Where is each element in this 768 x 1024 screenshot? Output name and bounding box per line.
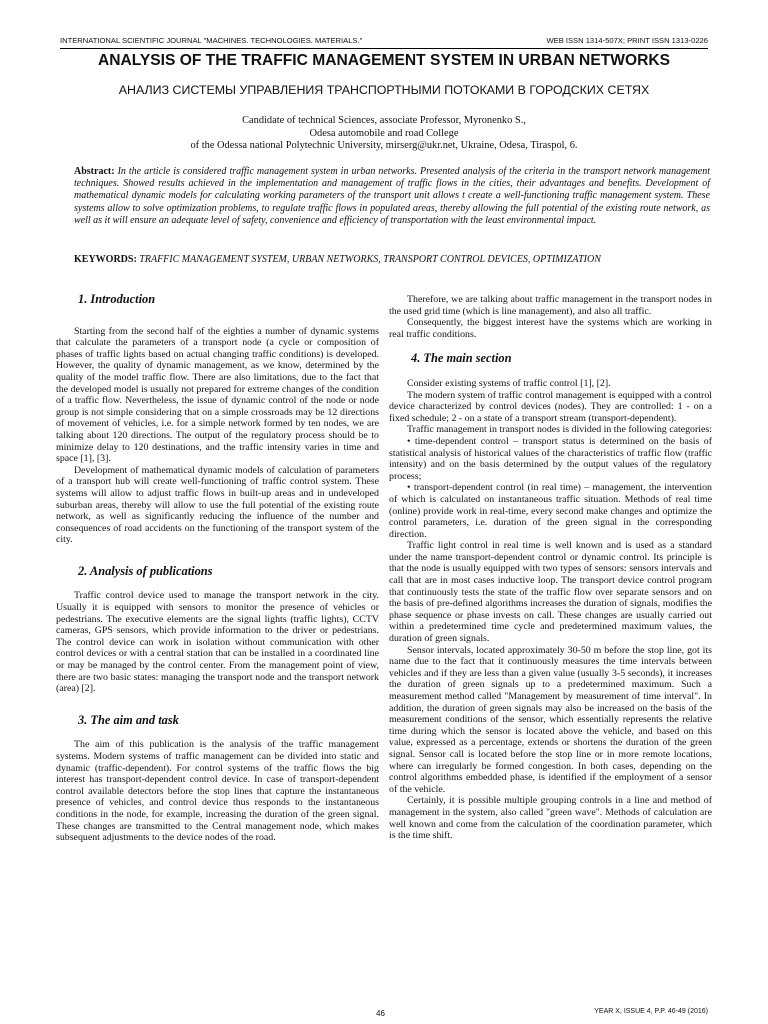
heading-aim: 3. The aim and task [78,712,179,727]
right-paragraph-2: Consequently, the biggest interest have the systems which are working in real traffic conditions. [389,317,712,340]
analysis-paragraph-1: Traffic control device used to manage the transport network in the city. Usually it is equipped with sensors to monitor the presence of vehicles or pedestrians. The executive elements are the signal lights (traffic lights), CCTV cameras, GPS sensors, which provide information to the driver or pedestrians. The control device can work in isolation without communication with other control devices or with a central station that can be installed in a coordinated line or may be managed by the control center. From the management point of view, there are two basic states: managing the transport node and the transport network (area) [2]. [56,590,379,695]
main-paragraph-6: Traffic light control in real time is well known and is used as a standard under the name transport-dependent control or dynamic control. Its principle is that the node is usually equipped with two types of sensors: sensors intervals and call that are in most cases inductive loop. The transport device control program that continuously tests the state of the traffic flow over separate sensors and on the basis of pre-defined algorithms increases the duration of signals, modifies the phase sequence or phase invests on call. These changes are usually carried out within a predetermined time cycle and predetermined maximum values, the duration of green signals. [389,540,712,645]
author-line-3: of the Odessa national Polytechnic University, mirserg@ukr.net, Ukraine, Odesa, Tiraspol, 6. [190,140,578,152]
keywords-label: KEYWORDS: [74,254,137,265]
main-paragraph-1: Consider existing systems of traffic control [1], [2]. [407,377,611,389]
journal-name: INTERNATIONAL SCIENTIFIC JOURNAL "MACHINES. TECHNOLOGIES. MATERIALS." [60,36,363,45]
author-block [60,115,708,153]
issn: WEB ISSN 1314-507X; PRINT ISSN 1313-0226 [546,36,708,45]
main-paragraph-4: • time-dependent control – transport status is determined on the basis of statistical analysis of historical values of the characteristics of traffic flow (traffic intensity) and on the basis determined by the output values of the regulatory process; [389,435,712,482]
main-paragraph-8: Certainly, it is possible multiple grouping controls in a line and method of management in the system, also called "green wave". Methods of calculation are well known and come from the calculation of the coordination parameter, which is the time shift. [389,795,712,842]
intro-paragraph-1: Starting from the second half of the eighties a number of dynamic systems that calculate the parameters of a transport node (a cycle or composition of phases of traffic lights based on actual changing traffic conditions) is developed. However, the quality of dynamic management, as we know, determined by the quality of the model traffic flow. There are also limitations, due to the fact that the developed model is usually not prepared for extreme changes of the condition of a traffic flow. Nevertheless, the issue of dynamic control of the node or node group is not simple considering that on a simple crossroads may be 12 directions of movement of vehicles, i.e. for a simple network formed by ten nodes, we are talking about 120 directions. The output of the regulatory process should be to minimize delay to 120 destinations, and the traffic intensity varies in time and space [1], [3]. [56,325,379,465]
author-line-1: Candidate of technical Sciences, associate Professor, Myronenko S., [242,115,526,126]
keywords [74,254,710,265]
heading-analysis: 2. Analysis of publications [78,563,213,578]
issue-info: YEAR X, ISSUE 4, P.P. 46-49 (2016) [594,1008,708,1015]
author-line-2: Odesa automobile and road College [309,127,459,139]
intro-paragraph-2: Development of mathematical dynamic models of calculation of parameters of a transport hub will create well-functioning of traffic control system. These systems will allow to adjust traffic flows in built-up areas and in undeveloped suburban areas, thereby will allow to use the full potential of the existing route network, as well as significantly reducing the influence of the number and consequences of road accidents on the functioning of the transport system of the city. [56,464,379,546]
aim-paragraph-1: The aim of this publication is the analysis of the traffic management systems. Modern systems of traffic management can be divided into static and dynamic (traffic-dependent). For control systems of the traffic flows the big interest has transport-dependent control device. In case of transport-dependent control available detectors before the stop lines that capture the instantaneous presence of vehicles, and control device thus responds to the instantaneous conditions in the node, for example, increasing the duration of the green signal. These changes are transmitted to the Central management node, which makes subsequent adjustments to the device nodes of the road. [56,739,379,844]
abstract-text: In the article is considered traffic management system in urban networks. Presented analysis of the criteria in the transport network management techniques. Showed results achieved in the implementation and management of traffic flows in the cities, their advantages and benefits. Development of mathematical dynamic models for calculating working parameters of the transport unit allows t create a well-functioning traffic management system. These systems allow to solve optimization problems, to regulate traffic flows in populated areas, thereby allowing the full potential of the existing route network, as well as it will ensure an adequate level of safety, convenience and efficiency of transportation with the least environmental impact. [74,166,711,226]
main-paragraph-7: Sensor intervals, located approximately 30-50 m before the stop line, got its name due to the fact that it continuously measures the time intervals between vehicles and if they are less than a given value (usually 3-5 seconds), it increases the duration of green signals up to a predetermined maximum. Such a measurement method called "Management by measurement of time interval". In addition, the duration of green signals may also be increased on the basis of the measurement conditions of the sensor, which essentially represents the relative time during which the sensor is located above the vehicle, and based on this value, expressed as a percentage, extends or shortens the duration of the green signal. Sensor call is located before the stop line or in more remote locations, where can irregularly be formed congestion. In both cases, depending on the control algorithms embedded phase, is identified if the employment of a sensor of the vehicle. [389,644,712,795]
main-paragraph-3: Traffic management in transport nodes is divided in the following categories: [407,424,712,436]
paper-title: ANALYSIS OF THE TRAFFIC MANAGEMENT SYSTEM IN URBAN NETWORKS [97,52,671,69]
heading-main-section: 4. The main section [411,351,512,366]
left-column [56,294,379,844]
main-paragraph-2: The modern system of traffic control management is equipped with a control device characterized by control devices (nodes). They are controlled: 1 - on a fixed schedule; 2 - on a state of a transport stream (transport-dependent). [389,389,712,424]
right-column [389,294,712,842]
running-header [60,36,708,49]
main-paragraph-5: • transport-dependent control (in real time) – management, the intervention of which is calculated on instantaneous traffic situation. Methods of real time (online) provide work in real-time, every second make changes and optimize the control parameters, i.e. duration of the green signal in the corresponding direction. [389,482,712,540]
abstract [74,166,710,227]
page-number: 46 [376,1009,385,1018]
keywords-text: TRAFFIC MANAGEMENT SYSTEM, URBAN NETWORKS, TRANSPORT CONTROL DEVICES, OPTIMIZATION [139,254,601,265]
paper-title-russian: АНАЛИЗ СИСТЕМЫ УПРАВЛЕНИЯ ТРАНСПОРТНЫМИ ПОТОКАМИ В ГОРОДСКИХ СЕТЯХ [118,83,650,97]
heading-introduction: 1. Introduction [78,292,156,306]
abstract-label: Abstract: [74,166,115,177]
right-paragraph-1: Therefore, we are talking about traffic management in the transport nodes in the used grid time (which is line management), and also all traffic. [389,294,712,317]
